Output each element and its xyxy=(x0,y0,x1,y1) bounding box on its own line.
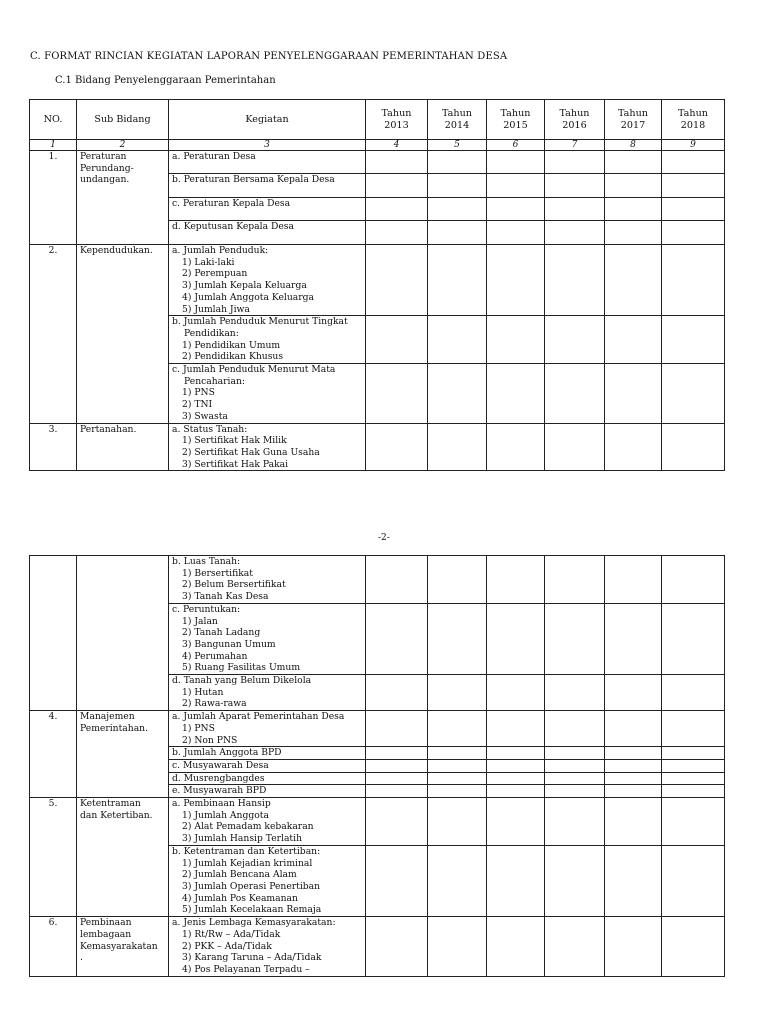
year-value-cell xyxy=(428,151,487,174)
sub-bidang-cell xyxy=(77,245,169,424)
year-value-cell xyxy=(487,245,545,316)
year-value-cell xyxy=(662,556,725,604)
year-value-cell xyxy=(487,364,545,424)
year-value-cell xyxy=(487,198,545,221)
year-value-cell xyxy=(545,759,605,772)
year-value-cell xyxy=(487,785,545,798)
sub-bidang-line: undangan. xyxy=(80,174,130,186)
year-value-cell xyxy=(487,772,545,785)
year-value-cell xyxy=(487,174,545,198)
year-value-cell xyxy=(662,198,725,221)
header-year-2016: Tahun 2016 xyxy=(545,100,605,140)
year-value-cell xyxy=(545,316,605,364)
page-title: C. FORMAT RINCIAN KEGIATAN LAPORAN PENYELENGGARAAN PEMERINTAHAN DESA xyxy=(30,51,508,62)
header-year-2015: Tahun 2015 xyxy=(487,100,545,140)
year-value-cell xyxy=(428,798,487,846)
year-value-cell xyxy=(605,245,662,316)
kegiatan-cell xyxy=(169,556,366,604)
kegiatan-line: a. Jenis Lembaga Kemasyarakatan: xyxy=(172,917,336,929)
row-number xyxy=(30,556,77,711)
column-number: 3 xyxy=(169,140,366,151)
table-row xyxy=(30,245,725,316)
sub-bidang-line: Manajemen xyxy=(80,711,135,723)
year-value-cell xyxy=(366,198,428,221)
sub-bidang-line: Pemerintahan. xyxy=(80,722,149,734)
year-value-cell xyxy=(545,245,605,316)
kegiatan-line: a. Jumlah Aparat Pemerintahan Desa xyxy=(172,711,345,723)
year-value-cell xyxy=(545,845,605,916)
year-value-cell xyxy=(545,772,605,785)
kegiatan-line: a. Peraturan Desa xyxy=(172,151,256,162)
kegiatan-cell xyxy=(169,747,366,760)
year-value-cell xyxy=(662,221,725,245)
year-value-cell xyxy=(662,245,725,316)
year-value-cell xyxy=(545,747,605,760)
sub-bidang-cell xyxy=(77,798,169,917)
kegiatan-line: b. Peraturan Bersama Kepala Desa xyxy=(172,174,335,185)
year-value-cell xyxy=(662,364,725,424)
kegiatan-line: 2) Alat Pemadam kebakaran xyxy=(182,821,314,833)
year-value-cell xyxy=(487,151,545,174)
year-value-cell xyxy=(366,845,428,916)
sub-bidang-cell xyxy=(77,556,169,711)
column-number: 1 xyxy=(30,140,77,151)
kegiatan-line: c. Peruntukan: xyxy=(172,603,241,615)
kegiatan-cell xyxy=(169,245,366,316)
kegiatan-line: 4) Jumlah Anggota Keluarga xyxy=(182,291,314,303)
year-value-cell xyxy=(366,316,428,364)
year-value-cell xyxy=(605,747,662,760)
sub-bidang-line: Pembinaan xyxy=(80,917,132,929)
kegiatan-line: 1) PNS xyxy=(182,387,215,399)
kegiatan-line: c. Musyawarah Desa xyxy=(172,759,269,771)
kegiatan-line: 1) Bersertifikat xyxy=(182,567,253,579)
year-value-cell xyxy=(428,423,487,471)
year-value-cell xyxy=(487,423,545,471)
kegiatan-cell xyxy=(169,845,366,916)
kegiatan-line: 2) Rawa-rawa xyxy=(182,698,247,710)
kegiatan-line: 3) Sertifikat Hak Pakai xyxy=(182,458,289,470)
kegiatan-line: 1) Sertifikat Hak Milik xyxy=(182,435,287,447)
year-value-cell xyxy=(428,316,487,364)
year-value-cell xyxy=(366,772,428,785)
kegiatan-line: d. Tanah yang Belum Dikelola xyxy=(172,675,312,687)
year-value-cell xyxy=(605,845,662,916)
year-value-cell xyxy=(487,747,545,760)
year-value-cell xyxy=(428,364,487,424)
sub-bidang-line: dan Ketertiban. xyxy=(80,809,153,821)
row-number: 4. xyxy=(30,711,77,798)
year-value-cell xyxy=(487,556,545,604)
year-value-cell xyxy=(428,772,487,785)
year-value-cell xyxy=(662,785,725,798)
kegiatan-line: Pendidikan: xyxy=(184,327,239,339)
sub-bidang-cell xyxy=(77,151,169,245)
kegiatan-line: 4) Perumahan xyxy=(182,650,248,662)
year-value-cell xyxy=(605,198,662,221)
sub-bidang-cell xyxy=(77,423,169,471)
year-value-cell xyxy=(605,798,662,846)
year-value-cell xyxy=(428,759,487,772)
year-value-cell xyxy=(662,151,725,174)
year-value-cell xyxy=(487,711,545,747)
kegiatan-line: 4) Jumlah Pos Keamanan xyxy=(182,892,298,904)
kegiatan-line: 3) Tanah Kas Desa xyxy=(182,591,269,603)
year-value-cell xyxy=(366,174,428,198)
year-value-cell xyxy=(487,221,545,245)
year-value-cell xyxy=(545,174,605,198)
year-value-cell xyxy=(366,221,428,245)
year-value-cell xyxy=(662,675,725,711)
kegiatan-line: b. Luas Tanah: xyxy=(172,556,241,567)
year-value-cell xyxy=(545,785,605,798)
year-value-cell xyxy=(366,556,428,604)
sub-bidang-line: Kependudukan. xyxy=(80,245,153,256)
year-value-cell xyxy=(487,798,545,846)
column-number: 9 xyxy=(662,140,725,151)
year-value-cell xyxy=(662,316,725,364)
kegiatan-line: 1) Jumlah Anggota xyxy=(182,809,269,821)
year-value-cell xyxy=(545,711,605,747)
year-value-cell xyxy=(487,759,545,772)
year-value-cell xyxy=(605,772,662,785)
kegiatan-line: b. Ketentraman dan Ketertiban: xyxy=(172,845,321,857)
year-value-cell xyxy=(428,603,487,674)
table-row xyxy=(30,917,725,977)
year-value-cell xyxy=(605,711,662,747)
sub-bidang-line: Pertanahan. xyxy=(80,423,137,435)
year-value-cell xyxy=(428,711,487,747)
year-value-cell xyxy=(662,423,725,471)
kegiatan-line: b. Jumlah Anggota BPD xyxy=(172,747,282,759)
kegiatan-line: 3) Jumlah Operasi Penertiban xyxy=(182,880,321,892)
kegiatan-cell xyxy=(169,798,366,846)
activity-table-page1 xyxy=(29,99,725,471)
column-number: 2 xyxy=(77,140,169,151)
year-value-cell xyxy=(662,798,725,846)
kegiatan-line: 1) Rt/Rw – Ada/Tidak xyxy=(182,928,281,940)
kegiatan-cell xyxy=(169,221,366,245)
table-row xyxy=(30,423,725,471)
sub-bidang-line: Ketentraman xyxy=(80,798,141,810)
year-value-cell xyxy=(662,772,725,785)
year-value-cell xyxy=(428,917,487,977)
kegiatan-line: 3) Karang Taruna – Ada/Tidak xyxy=(182,952,322,964)
year-value-cell xyxy=(605,151,662,174)
year-value-cell xyxy=(545,221,605,245)
header-no: NO. xyxy=(30,100,77,140)
year-value-cell xyxy=(545,603,605,674)
year-value-cell xyxy=(605,603,662,674)
kegiatan-cell xyxy=(169,917,366,977)
kegiatan-cell xyxy=(169,603,366,674)
row-number: 3. xyxy=(30,423,77,471)
year-value-cell xyxy=(662,174,725,198)
kegiatan-line: 5) Jumlah Kecelakaan Remaja xyxy=(182,904,322,916)
kegiatan-line: d. Keputusan Kepala Desa xyxy=(172,221,294,232)
sub-bidang-line: Kemasyarakatan xyxy=(80,940,158,952)
kegiatan-line: 1) Pendidikan Umum xyxy=(182,339,281,351)
year-value-cell xyxy=(545,917,605,977)
year-value-cell xyxy=(366,423,428,471)
kegiatan-line: 5) Jumlah Jiwa xyxy=(182,303,250,315)
kegiatan-line: a. Jumlah Penduduk: xyxy=(172,245,269,256)
year-value-cell xyxy=(487,603,545,674)
year-value-cell xyxy=(428,198,487,221)
year-value-cell xyxy=(428,785,487,798)
year-value-cell xyxy=(366,798,428,846)
table-row xyxy=(30,711,725,747)
header-year-2018: Tahun 2018 xyxy=(662,100,725,140)
year-value-cell xyxy=(545,423,605,471)
year-value-cell xyxy=(366,245,428,316)
year-value-cell xyxy=(487,316,545,364)
kegiatan-cell xyxy=(169,151,366,174)
year-value-cell xyxy=(366,151,428,174)
kegiatan-line: Pencaharian: xyxy=(184,375,245,387)
row-number: 5. xyxy=(30,798,77,917)
year-value-cell xyxy=(366,711,428,747)
table-row xyxy=(30,151,725,174)
year-value-cell xyxy=(662,711,725,747)
kegiatan-line: 1) PNS xyxy=(182,722,215,734)
kegiatan-cell xyxy=(169,785,366,798)
year-value-cell xyxy=(662,603,725,674)
year-value-cell xyxy=(605,423,662,471)
kegiatan-line: 3) Jumlah Hansip Terlatih xyxy=(182,833,302,845)
year-value-cell xyxy=(662,747,725,760)
year-value-cell xyxy=(545,675,605,711)
year-value-cell xyxy=(605,316,662,364)
kegiatan-line: c. Peraturan Kepala Desa xyxy=(172,198,291,209)
activity-table-page2 xyxy=(29,555,725,977)
kegiatan-cell xyxy=(169,711,366,747)
kegiatan-line: a. Status Tanah: xyxy=(172,423,248,435)
sub-bidang-cell xyxy=(77,711,169,798)
kegiatan-line: 3) Swasta xyxy=(182,410,228,422)
kegiatan-line: c. Jumlah Penduduk Menurut Mata xyxy=(172,364,336,376)
kegiatan-line: 1) Jalan xyxy=(182,615,218,627)
kegiatan-cell xyxy=(169,423,366,471)
year-value-cell xyxy=(605,556,662,604)
year-value-cell xyxy=(366,747,428,760)
year-value-cell xyxy=(428,174,487,198)
table-row xyxy=(30,798,725,846)
kegiatan-line: 2) TNI xyxy=(182,399,213,411)
year-value-cell xyxy=(662,759,725,772)
year-value-cell xyxy=(366,785,428,798)
kegiatan-line: 5) Ruang Fasilitas Umum xyxy=(182,662,301,674)
kegiatan-line: 3) Bangunan Umum xyxy=(182,638,276,650)
year-value-cell xyxy=(428,221,487,245)
year-value-cell xyxy=(545,556,605,604)
year-value-cell xyxy=(366,603,428,674)
column-number: 6 xyxy=(487,140,545,151)
header-year-2014: Tahun 2014 xyxy=(428,100,487,140)
kegiatan-cell xyxy=(169,174,366,198)
year-value-cell xyxy=(428,747,487,760)
row-number: 2. xyxy=(30,245,77,424)
year-value-cell xyxy=(545,364,605,424)
kegiatan-line: 2) PKK – Ada/Tidak xyxy=(182,940,272,952)
kegiatan-line: b. Jumlah Penduduk Menurut Tingkat xyxy=(172,316,348,328)
kegiatan-cell xyxy=(169,772,366,785)
kegiatan-cell xyxy=(169,675,366,711)
kegiatan-line: 2) Non PNS xyxy=(182,734,238,746)
year-value-cell xyxy=(605,785,662,798)
year-value-cell xyxy=(366,364,428,424)
year-value-cell xyxy=(487,675,545,711)
year-value-cell xyxy=(605,917,662,977)
row-number: 6. xyxy=(30,917,77,977)
kegiatan-line: 4) Pos Pelayanan Terpadu – xyxy=(182,963,310,975)
kegiatan-line: 2) Sertifikat Hak Guna Usaha xyxy=(182,446,320,458)
year-value-cell xyxy=(605,174,662,198)
kegiatan-line: 2) Jumlah Bencana Alam xyxy=(182,869,297,881)
kegiatan-cell xyxy=(169,364,366,424)
kegiatan-line: e. Musyawarah BPD xyxy=(172,785,267,797)
sub-bidang-cell xyxy=(77,917,169,977)
kegiatan-line: 2) Tanah Ladang xyxy=(182,627,261,639)
year-value-cell xyxy=(366,759,428,772)
year-value-cell xyxy=(605,759,662,772)
year-value-cell xyxy=(366,675,428,711)
year-value-cell xyxy=(366,917,428,977)
kegiatan-line: 2) Perempuan xyxy=(182,268,248,280)
kegiatan-cell xyxy=(169,198,366,221)
year-value-cell xyxy=(428,245,487,316)
kegiatan-cell xyxy=(169,759,366,772)
kegiatan-cell xyxy=(169,316,366,364)
year-value-cell xyxy=(428,675,487,711)
page-number: -2- xyxy=(378,533,390,543)
sub-bidang-line: lembagaan xyxy=(80,928,132,940)
year-value-cell xyxy=(662,845,725,916)
year-value-cell xyxy=(605,675,662,711)
table-row xyxy=(30,556,725,604)
section-subtitle: C.1 Bidang Penyelenggaraan Pemerintahan xyxy=(55,75,276,86)
column-number: 5 xyxy=(428,140,487,151)
sub-bidang-line: Peraturan xyxy=(80,151,127,162)
year-value-cell xyxy=(428,845,487,916)
header-sub-bidang: Sub Bidang xyxy=(77,100,169,140)
kegiatan-line: 2) Belum Bersertifikat xyxy=(182,579,286,591)
year-value-cell xyxy=(605,221,662,245)
header-year-2017: Tahun 2017 xyxy=(605,100,662,140)
kegiatan-line: 1) Jumlah Kejadian kriminal xyxy=(182,857,313,869)
year-value-cell xyxy=(487,917,545,977)
kegiatan-line: 3) Jumlah Kepala Keluarga xyxy=(182,280,307,292)
header-kegiatan: Kegiatan xyxy=(169,100,366,140)
kegiatan-line: d. Musrengbangdes xyxy=(172,772,265,784)
sub-bidang-line: Perundang- xyxy=(80,162,134,174)
column-number: 7 xyxy=(545,140,605,151)
header-year-2013: Tahun 2013 xyxy=(366,100,428,140)
year-value-cell xyxy=(487,845,545,916)
column-number: 4 xyxy=(366,140,428,151)
kegiatan-line: 2) Pendidikan Khusus xyxy=(182,351,284,363)
kegiatan-line: a. Pembinaan Hansip xyxy=(172,798,271,810)
row-number: 1. xyxy=(30,151,77,245)
year-value-cell xyxy=(662,917,725,977)
sub-bidang-line: . xyxy=(80,952,83,964)
year-value-cell xyxy=(428,556,487,604)
year-value-cell xyxy=(545,151,605,174)
year-value-cell xyxy=(545,198,605,221)
kegiatan-line: 1) Hutan xyxy=(182,686,224,698)
year-value-cell xyxy=(605,364,662,424)
column-number: 8 xyxy=(605,140,662,151)
year-value-cell xyxy=(545,798,605,846)
kegiatan-line: 1) Laki-laki xyxy=(182,256,235,268)
